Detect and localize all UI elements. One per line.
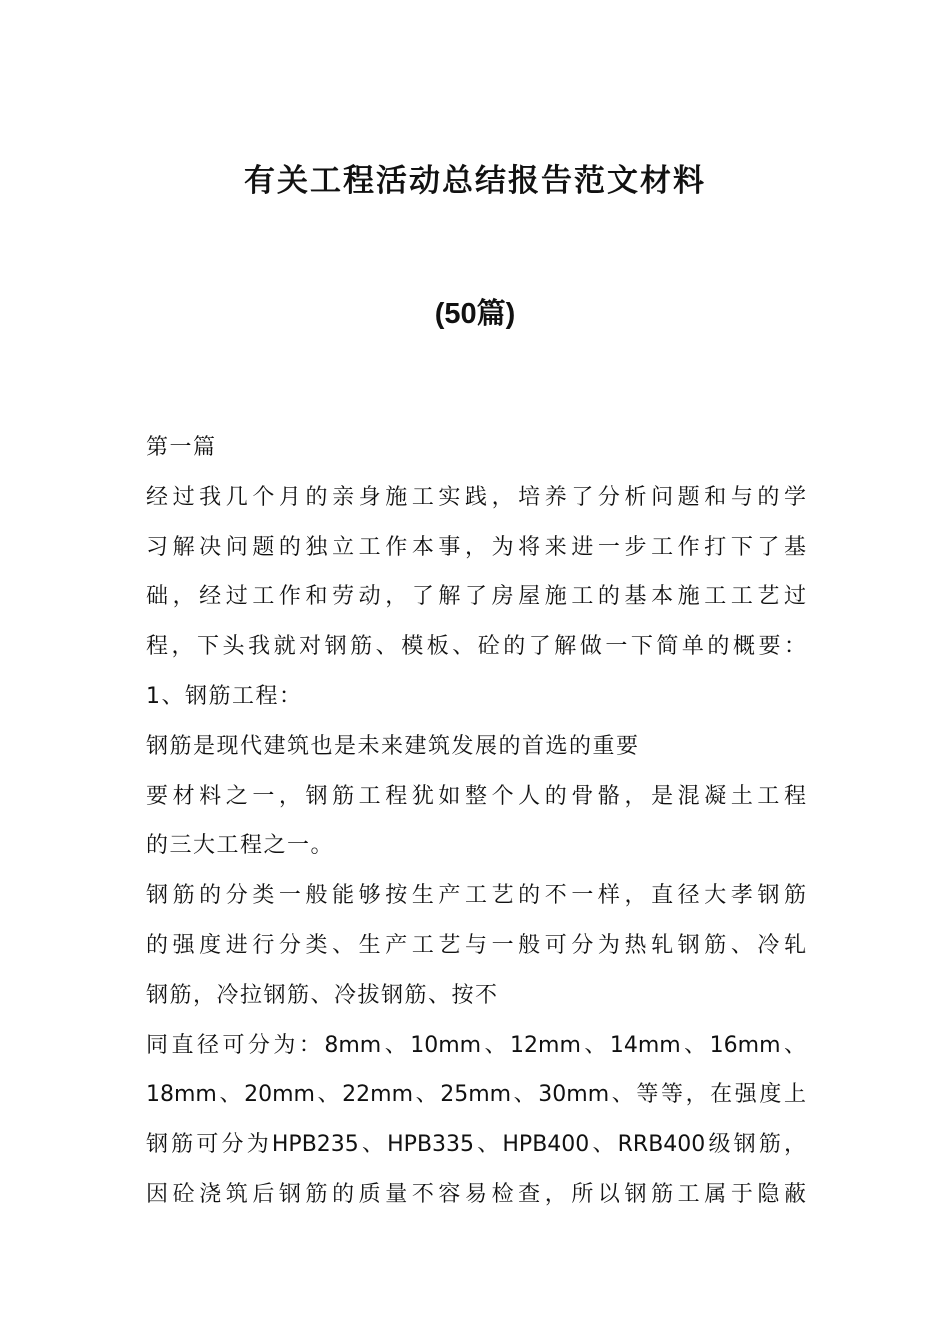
paragraph-line: 18mm、20mm、22mm、25mm、30mm、等等，在强度上 xyxy=(146,1082,806,1108)
paragraph-line: 1、钢筋工程： xyxy=(146,683,303,709)
paragraph-line: 习解决问题的独立工作本事，为将来进一步工作打下了基 xyxy=(146,534,806,560)
paragraph-line: 因砼浇筑后钢筋的质量不容易检查，所以钢筋工属于隐蔽 xyxy=(146,1181,806,1207)
paragraph-line: 钢筋的分类一般能够按生产工艺的不一样，直径大孝钢筋 xyxy=(146,883,806,909)
document-subtitle: (50篇) xyxy=(434,298,516,330)
document-title: 有关工程活动总结报告范文材料 xyxy=(244,163,706,199)
paragraph-line: 要材料之一，钢筋工程犹如整个人的骨骼，是混凝土工程 xyxy=(146,783,806,809)
paragraph-line: 钢筋可分为HPB235、HPB335、HPB400、RRB400级钢筋， xyxy=(146,1132,806,1158)
paragraph-line: 的三大工程之一。 xyxy=(146,833,335,859)
paragraph-line: 第一篇 xyxy=(146,435,217,460)
paragraph-line: 同直径可分为：8mm、10mm、12mm、14mm、16mm、 xyxy=(146,1032,806,1058)
paragraph-line: 钢筋，冷拉钢筋、冷拔钢筋、按不 xyxy=(146,982,499,1008)
paragraph-line: 程，下头我就对钢筋、模板、砼的了解做一下简单的概要： xyxy=(146,634,806,660)
paragraph-line: 础，经过工作和劳动，了解了房屋施工的基本施工工艺过 xyxy=(146,584,806,610)
document-body xyxy=(146,423,806,1220)
paragraph-line: 的强度进行分类、生产工艺与一般可分为热轧钢筋、冷轧 xyxy=(146,932,806,958)
paragraph-line: 钢筋是现代建筑也是未来建筑发展的首选的重要 xyxy=(146,733,640,759)
paragraph-line: 经过我几个月的亲身施工实践，培养了分析问题和与的学 xyxy=(146,484,806,510)
